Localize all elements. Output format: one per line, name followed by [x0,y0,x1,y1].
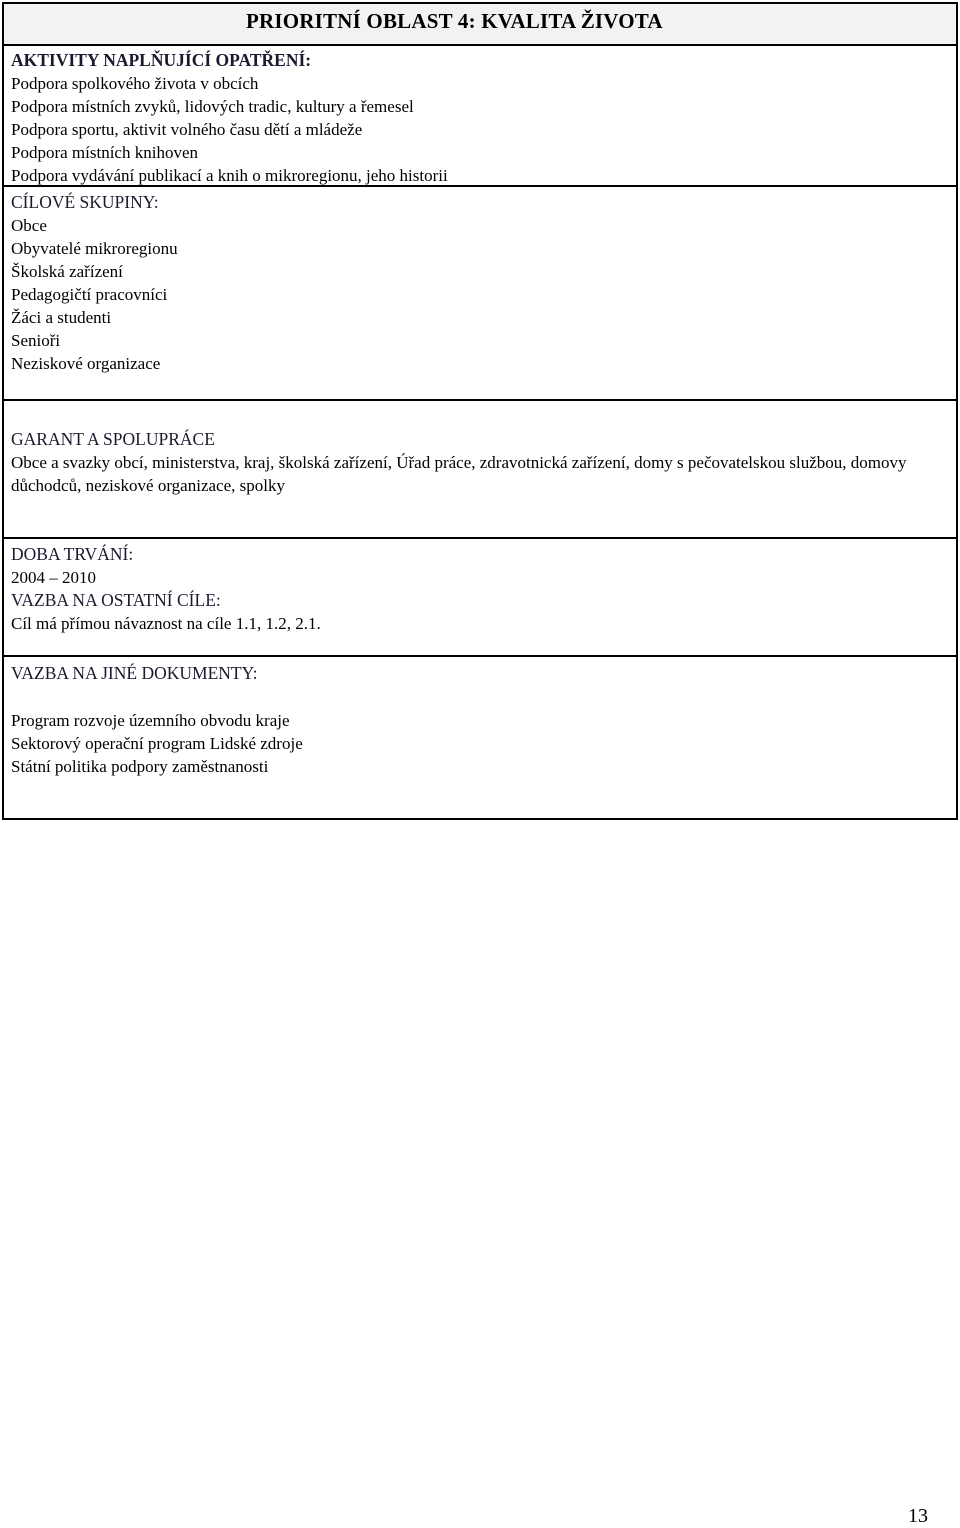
activities-heading: AKTIVITY NAPLŇUJÍCÍ OPATŘENÍ: [11,50,312,70]
activity-item: Podpora sportu, aktivit volného času dětí a mládeže [11,120,363,139]
guarantor-heading: GARANT A SPOLUPRÁCE [11,429,215,449]
page-number: 13 [908,1505,928,1527]
target-group-item: Neziskové organizace [11,354,161,373]
activities-section [4,46,956,187]
table-header [4,4,956,46]
target-groups-heading: CÍLOVÉ SKUPINY: [11,192,159,212]
section-spacer [11,685,956,709]
activity-item: Podpora místních knihoven [11,143,198,162]
target-group-item: Obce [11,216,47,235]
target-group-item: Žáci a studenti [11,308,112,327]
target-group-item: Senioři [11,331,61,350]
priority-area-title: PRIORITNÍ OBLAST 4: KVALITA ŽIVOTA [246,9,663,33]
guarantor-text: Obce a svazky obcí, ministerstva, kraj, školská zařízení, Úřad práce, zdravotnická zařízení, domy s pečovatelskou službou, domovy důchodců, neziskové organizace, spolky [11,453,907,495]
duration-value: 2004 – 2010 [11,568,96,587]
document-item: Státní politika podpory zaměstnanosti [11,757,269,776]
target-groups-section [4,187,956,401]
document-item: Sektorový operační program Lidské zdroje [11,734,303,753]
activity-item: Podpora spolkového života v obcích [11,74,259,93]
document-item: Program rozvoje územního obvodu kraje [11,711,290,730]
section-spacer [11,404,956,428]
activity-item: Podpora místních zvyků, lidových tradic, kultury a řemesel [11,97,414,116]
target-group-item: Obyvatelé mikroregionu [11,239,178,258]
documents-heading: VAZBA NA JINÉ DOKUMENTY: [11,663,258,683]
priority-area-table [2,2,958,820]
activity-item: Podpora vydávání publikací a knih o mikroregionu, jeho historii [11,166,448,185]
target-group-item: Školská zařízení [11,262,123,281]
target-group-item: Pedagogičtí pracovníci [11,285,168,304]
other-goals-text: Cíl má přímou návaznost na cíle 1.1, 1.2, 2.1. [11,614,321,633]
duration-section [4,539,956,657]
documents-section [4,657,956,818]
other-goals-heading: VAZBA NA OSTATNÍ CÍLE: [11,590,221,610]
duration-heading: DOBA TRVÁNÍ: [11,544,134,564]
guarantor-section [4,401,956,539]
